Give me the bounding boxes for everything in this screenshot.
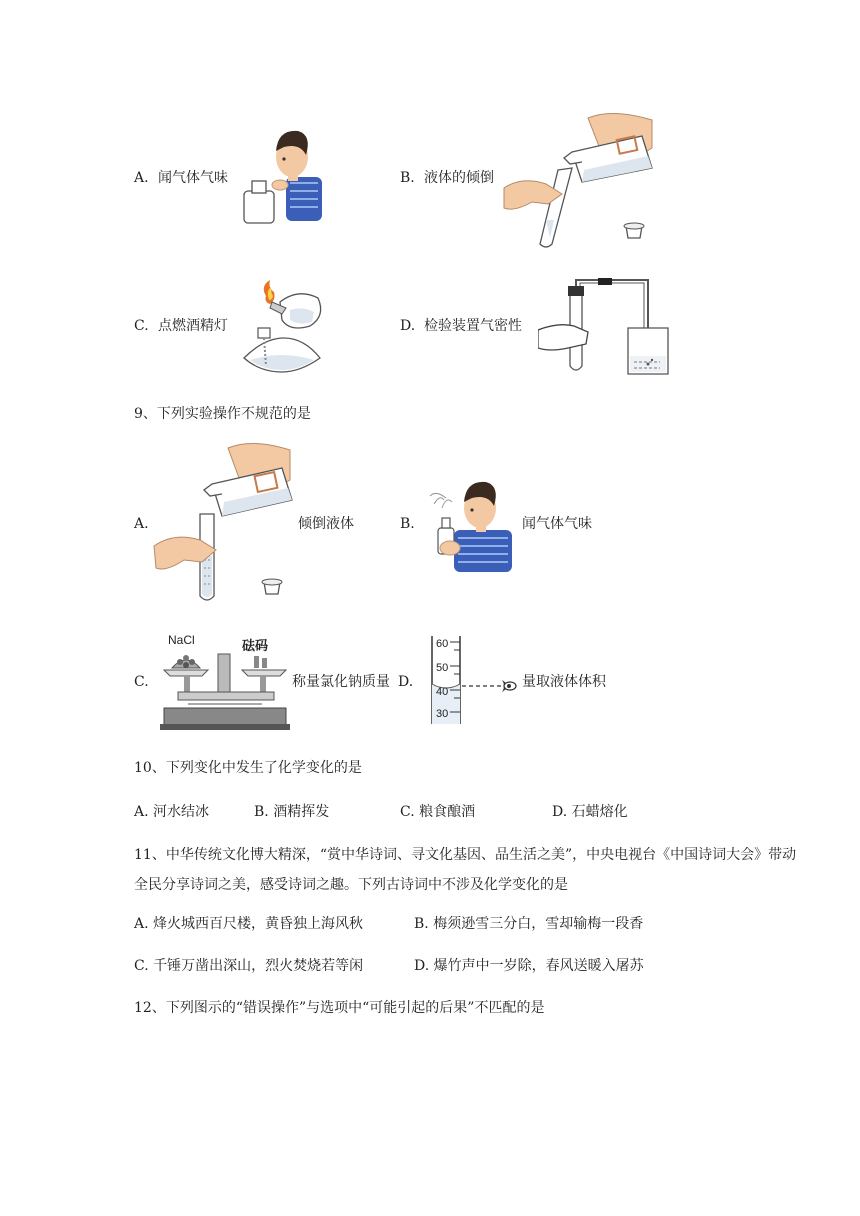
q9-option-c-letter: C. xyxy=(134,674,149,690)
lighting-alcohol-lamp-illustration xyxy=(236,280,328,376)
q10-stem: 10、下列变化中发生了化学变化的是 xyxy=(134,760,362,776)
q11-option-d: D. 爆竹声中一岁除，春风送暖入屠苏 xyxy=(414,958,644,974)
balance-nacl-label: NaCl xyxy=(168,633,195,647)
balance-weights-label: 砝码 xyxy=(242,638,269,653)
q10-option-c: C. 粮食酿酒 xyxy=(400,804,476,820)
q9-option-b-letter: B. xyxy=(400,516,415,532)
q8-option-b-letter: B. xyxy=(400,170,415,186)
smelling-gas-illustration xyxy=(240,125,324,225)
q8-option-d-text: 检验装置气密性 xyxy=(424,318,522,334)
cylinder-tick-50: 50 xyxy=(436,662,449,674)
q9-pouring-liquid-illustration xyxy=(152,438,296,604)
q8-option-c-text: 点燃酒精灯 xyxy=(158,318,228,334)
q9-option-b-text: 闻气体气味 xyxy=(522,516,592,532)
q10-option-a: A. 河水结冰 xyxy=(134,804,210,820)
pouring-liquid-illustration xyxy=(502,108,660,250)
q9-option-a-text: 倾倒液体 xyxy=(298,516,354,532)
q9-stem: 9、下列实验操作不规范的是 xyxy=(134,406,311,422)
q11-option-b: B. 梅须逊雪三分白，雪却输梅一段香 xyxy=(414,916,644,932)
q9-balance-illustration xyxy=(158,628,292,732)
q9-option-d-letter: D. xyxy=(398,674,414,690)
q11-stem: 11、中华传统文化博大精深，“赏中华诗词、寻文化基因、品生活之美”，中央电视台《中国诗词大会》带动全民分享诗词之美，感受诗词之趣。下列古诗词中不涉及化学变化的是 xyxy=(134,847,797,893)
q9-option-a-letter: A. xyxy=(134,516,149,532)
q8-option-a-text: 闻气体气味 xyxy=(158,170,228,186)
cylinder-tick-60: 60 xyxy=(436,638,449,650)
q10-option-d: D. 石蜡熔化 xyxy=(552,804,628,820)
q8-option-a-letter: A. xyxy=(134,170,149,186)
airtightness-check-illustration xyxy=(538,278,672,378)
q10-option-b: B. 酒精挥发 xyxy=(254,804,330,820)
q12-stem: 12、下列图示的“错误操作”与选项中“可能引起的后果”不匹配的是 xyxy=(134,1000,545,1016)
q9-graduated-cylinder-illustration xyxy=(424,634,520,726)
q8-option-c-letter: C. xyxy=(134,318,149,334)
q11-option-a: A. 烽火城西百尺楼，黄昏独上海风秋 xyxy=(134,916,364,932)
q9-option-d-text: 量取液体体积 xyxy=(522,674,606,690)
q9-option-c-text: 称量氯化钠质量 xyxy=(292,674,390,690)
cylinder-tick-30: 30 xyxy=(436,708,449,720)
q11-option-c: C. 千锤万凿出深山，烈火焚烧若等闲 xyxy=(134,958,364,974)
q8-option-d-letter: D. xyxy=(400,318,416,334)
q8-option-b-text: 液体的倾倒 xyxy=(424,170,494,186)
q9-smelling-gas-illustration xyxy=(426,478,516,574)
cylinder-tick-40: 40 xyxy=(436,686,449,698)
